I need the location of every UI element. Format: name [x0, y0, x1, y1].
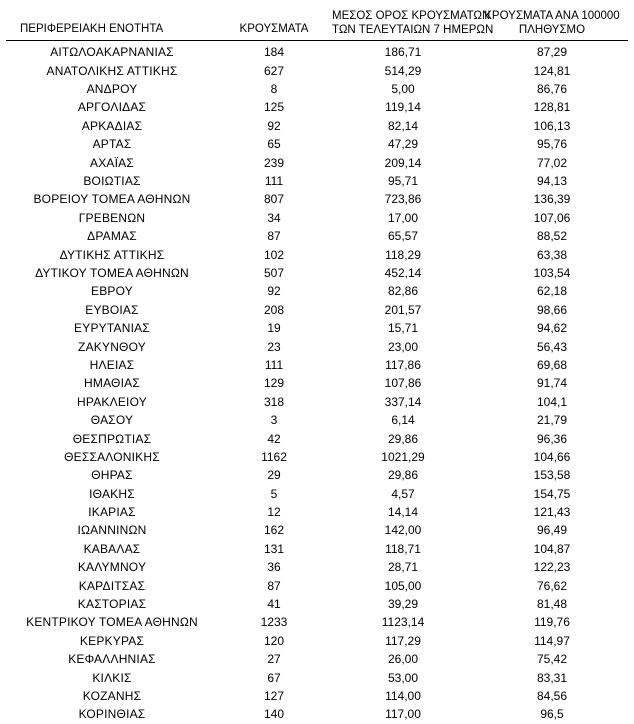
cell-region: ΔΥΤΙΚΟΥ ΤΟΜΕΑ ΑΘΗΝΩΝ [35, 266, 189, 280]
cell-per-100000: 83,31 [536, 670, 568, 685]
cell-weekly-average: 107,86 [384, 376, 422, 391]
table-row [6, 632, 628, 650]
table-row [6, 301, 628, 319]
cell-weekly-average: 39,29 [387, 597, 419, 612]
table-row [6, 613, 628, 631]
cell-region: ΗΡΑΚΛΕΙΟΥ [77, 394, 147, 409]
cell-region: ΘΗΡΑΣ [91, 468, 133, 483]
cell-per-100000: 104,87 [533, 541, 571, 556]
cell-region: ΘΑΣΟΥ [90, 413, 134, 428]
table-row [6, 374, 628, 392]
cell-per-100000: 81,48 [536, 597, 568, 612]
cell-weekly-average: 117,29 [385, 633, 421, 648]
cell-region: ΚΑΒΑΛΑΣ [83, 541, 141, 556]
table-row [6, 595, 628, 613]
cell-cases: 140 [263, 707, 285, 722]
cell-region: ΚΑΛΥΜΝΟΥ [77, 560, 147, 575]
cell-region: ΒΟΙΩΤΙΑΣ [83, 174, 141, 189]
cases-table [6, 10, 628, 724]
cell-per-100000: 104,1 [536, 394, 568, 409]
cell-weekly-average: 117,00 [385, 707, 421, 722]
cell-weekly-average: 1021,29 [381, 449, 425, 464]
cell-weekly-average: 26,00 [387, 652, 419, 667]
cell-per-100000: 98,66 [536, 302, 568, 317]
cell-cases: 19 [267, 321, 281, 336]
column-header-weekly-average [330, 10, 494, 41]
cell-region: ΑΝΑΤΟΛΙΚΗΣ ΑΤΤΙΚΗΣ [46, 63, 178, 78]
cell-per-100000: 86,76 [536, 82, 568, 97]
column-header-cases-line-1: ΚΡΟΥΣΜΑΤΑ [239, 22, 309, 35]
cell-weekly-average: 65,57 [387, 229, 419, 244]
cell-weekly-average: 29,86 [387, 468, 419, 483]
cell-region: ΙΩΑΝΝΙΝΩΝ [77, 523, 147, 538]
cell-weekly-average: 142,00 [384, 523, 422, 538]
cell-per-100000: 153,58 [533, 468, 571, 483]
cell-per-100000: 77,02 [536, 155, 568, 170]
cell-per-100000: 94,13 [536, 174, 568, 189]
cell-cases: 87 [267, 229, 281, 244]
cell-cases: 318 [263, 394, 285, 409]
cell-weekly-average: 82,14 [387, 118, 419, 133]
cell-weekly-average: 118,29 [385, 247, 421, 262]
cell-cases: 184 [263, 45, 285, 60]
column-header-per-100000-line-2: ΠΛΗΘΥΣΜΟ [518, 23, 586, 36]
table-row [6, 356, 628, 374]
cell-weekly-average: 117,86 [385, 357, 421, 372]
cell-cases: 162 [263, 523, 285, 538]
column-header-cases [218, 10, 330, 41]
cell-cases: 34 [267, 210, 281, 225]
cell-weekly-average: 119,14 [385, 100, 421, 115]
cell-cases: 627 [263, 63, 285, 78]
cell-weekly-average: 337,14 [384, 394, 422, 409]
cell-per-100000: 104,66 [533, 449, 571, 464]
table-row [6, 650, 628, 668]
table-row [6, 485, 628, 503]
cell-cases: 1162 [261, 449, 287, 464]
column-header-region-line-1: ΠΕΡΙΦΕΡΕΙΑΚΗ ΕΝΟΤΗΤΑ [20, 22, 164, 35]
cell-per-100000: 96,5 [540, 707, 564, 722]
cell-region: ΙΚΑΡΙΑΣ [88, 505, 136, 520]
cell-weekly-average: 209,14 [384, 155, 422, 170]
cell-region: ΚΕΝΤΡΙΚΟΥ ΤΟΜΕΑ ΑΘΗΝΩΝ [26, 615, 198, 630]
cell-cases: 129 [263, 376, 285, 391]
cell-weekly-average: 82,86 [387, 284, 419, 299]
cell-cases: 23 [267, 339, 281, 354]
table-row [6, 448, 628, 466]
cell-region: ΚΙΛΚΙΣ [92, 670, 132, 685]
cell-cases: 111 [264, 357, 284, 372]
cell-region: ΗΜΑΘΙΑΣ [84, 376, 140, 391]
cell-per-100000: 154,75 [533, 486, 571, 501]
cell-weekly-average: 514,29 [384, 63, 422, 78]
table-row [6, 503, 628, 521]
cell-cases: 67 [267, 670, 281, 685]
cell-region: ΚΟΡΙΝΘΙΑΣ [78, 707, 146, 722]
table-row [6, 668, 628, 686]
table-row [6, 282, 628, 300]
cell-per-100000: 94,62 [536, 321, 568, 336]
cell-per-100000: 84,56 [536, 688, 568, 703]
cell-region: ΘΕΣΠΡΩΤΙΑΣ [72, 431, 152, 446]
cell-per-100000: 136,39 [533, 192, 571, 207]
cell-weekly-average: 118,71 [385, 541, 421, 556]
table-row [6, 209, 628, 227]
cell-region: ΑΝΔΡΟΥ [86, 82, 138, 97]
cell-weekly-average: 723,86 [384, 192, 422, 207]
cell-region: ΔΡΑΜΑΣ [87, 229, 137, 244]
cell-region: ΓΡΕΒΕΝΩΝ [78, 210, 146, 225]
table-row [6, 153, 628, 171]
cell-region: ΚΕΡΚΥΡΑΣ [79, 633, 145, 648]
cell-per-100000: 69,68 [536, 357, 568, 372]
cell-region: ΘΕΣΣΑΛΟΝΙΚΗΣ [64, 449, 160, 464]
table-row [6, 429, 628, 447]
cell-per-100000: 96,49 [536, 523, 568, 538]
cell-region: ΙΘΑΚΗΣ [89, 486, 135, 501]
cell-per-100000: 56,43 [536, 339, 568, 354]
column-header-weekly-average-line-1: ΜΕΣΟΣ ΟΡΟΣ ΚΡΟΥΣΜΑΤΩΝ [332, 10, 491, 22]
cell-weekly-average: 5,00 [391, 82, 415, 97]
cell-region: ΚΑΣΤΟΡΙΑΣ [77, 597, 147, 612]
cell-region: ΚΑΡΔΙΤΣΑΣ [78, 578, 146, 593]
table-row [6, 337, 628, 355]
cell-cases: 41 [267, 597, 281, 612]
table-row [6, 245, 628, 263]
cell-per-100000: 63,38 [536, 247, 568, 262]
cell-per-100000: 91,74 [536, 376, 568, 391]
cell-per-100000: 107,06 [533, 210, 571, 225]
cell-cases: 65 [267, 137, 281, 152]
cell-per-100000: 96,36 [536, 431, 568, 446]
cell-cases: 12 [267, 505, 281, 520]
cell-cases: 36 [267, 560, 281, 575]
cell-region: ΒΟΡΕΙΟΥ ΤΟΜΕΑ ΑΘΗΝΩΝ [33, 192, 191, 207]
cell-region: ΚΕΦΑΛΛΗΝΙΑΣ [68, 652, 156, 667]
cell-cases: 5 [270, 486, 278, 501]
cell-cases: 102 [263, 247, 285, 262]
table-row [6, 411, 628, 429]
cell-cases: 208 [263, 302, 285, 317]
cell-cases: 29 [267, 468, 281, 483]
cell-per-100000: 21,79 [536, 413, 568, 428]
table-row [6, 190, 628, 208]
cell-weekly-average: 15,71 [387, 321, 419, 336]
cell-per-100000: 114,97 [534, 633, 570, 648]
column-header-region [6, 10, 218, 41]
table-row [6, 264, 628, 282]
cell-weekly-average: 53,00 [387, 670, 419, 685]
table-row [6, 466, 628, 484]
cell-per-100000: 103,54 [533, 266, 571, 280]
table-row [6, 41, 628, 62]
cell-weekly-average: 6,14 [391, 413, 415, 428]
cell-cases: 42 [267, 431, 281, 446]
cell-region: ΕΥΒΟΙΑΣ [85, 302, 139, 317]
cell-region: ΑΧΑΪΑΣ [90, 155, 134, 170]
cell-region: ΕΥΡΥΤΑΝΙΑΣ [74, 321, 150, 336]
cell-cases: 3 [270, 413, 278, 428]
cell-weekly-average: 186,71 [384, 45, 422, 60]
cell-weekly-average: 17,00 [387, 210, 419, 225]
table-row [6, 576, 628, 594]
table-row [6, 172, 628, 190]
cell-region: ΔΥΤΙΚΗΣ ΑΤΤΙΚΗΣ [59, 247, 165, 262]
cell-weekly-average: 14,14 [387, 505, 419, 520]
cell-per-100000: 124,81 [533, 63, 571, 78]
table-row [6, 687, 628, 705]
cell-region: ΑΡΤΑΣ [92, 137, 132, 152]
column-header-per-100000 [476, 10, 628, 41]
cell-weekly-average: 452,14 [384, 266, 422, 280]
cell-cases: 125 [263, 100, 285, 115]
table-row [6, 62, 628, 80]
cell-per-100000: 76,62 [536, 578, 568, 593]
cell-cases: 92 [267, 284, 281, 299]
cell-cases: 131 [263, 541, 285, 556]
cell-weekly-average: 114,00 [385, 688, 421, 703]
cell-weekly-average: 105,00 [384, 578, 422, 593]
table-row [6, 705, 628, 723]
cell-region: ΗΛΕΙΑΣ [89, 357, 135, 372]
cell-region: ΑΡΚΑΔΙΑΣ [81, 118, 143, 133]
table-row [6, 558, 628, 576]
cell-region: ΕΒΡΟΥ [91, 284, 133, 299]
cell-cases: 120 [263, 633, 285, 648]
cell-per-100000: 119,76 [534, 615, 570, 630]
table-row [6, 521, 628, 539]
table-body [6, 41, 628, 724]
table-row [6, 540, 628, 558]
cell-cases: 27 [267, 652, 281, 667]
cell-cases: 127 [263, 688, 285, 703]
column-header-per-100000-line-1: ΚΡΟΥΣΜΑΤΑ ΑΝΑ 100000 [484, 10, 620, 22]
cell-weekly-average: 95,71 [387, 174, 419, 189]
cell-cases: 87 [267, 578, 281, 593]
table-row [6, 227, 628, 245]
cell-weekly-average: 201,57 [384, 302, 422, 317]
cell-per-100000: 88,52 [536, 229, 568, 244]
table-row [6, 117, 628, 135]
cell-per-100000: 121,43 [533, 505, 571, 520]
column-header-weekly-average-line-2: ΤΩΝ ΤΕΛΕΥΤΑΙΩΝ 7 ΗΜΕΡΩΝ [332, 23, 494, 36]
cell-weekly-average: 29,86 [387, 431, 419, 446]
cell-region: ΚΟΖΑΝΗΣ [82, 688, 142, 703]
table-row [6, 135, 628, 153]
cell-per-100000: 95,76 [536, 137, 568, 152]
cell-weekly-average: 47,29 [387, 137, 419, 152]
cell-per-100000: 128,81 [533, 100, 571, 115]
cell-region: ΑΡΓΟΛΙΔΑΣ [77, 100, 147, 115]
cell-weekly-average: 1123,14 [381, 615, 425, 630]
cell-cases: 1233 [260, 615, 288, 630]
cell-cases: 807 [263, 192, 285, 207]
cell-per-100000: 87,29 [536, 45, 568, 60]
cell-per-100000: 106,13 [533, 118, 571, 133]
cell-cases: 92 [267, 118, 281, 133]
cell-per-100000: 62,18 [536, 284, 568, 299]
cell-cases: 507 [263, 266, 285, 280]
cell-per-100000: 75,42 [536, 652, 568, 667]
table-row [6, 393, 628, 411]
cell-region: ΖΑΚΥΝΘΟΥ [78, 339, 146, 354]
cell-weekly-average: 28,71 [387, 560, 419, 575]
table-row [6, 80, 628, 98]
table-header [6, 10, 628, 41]
cell-region: ΑΙΤΩΛΟΑΚΑΡΝΑΝΙΑΣ [50, 45, 174, 60]
cell-weekly-average: 4,57 [391, 486, 415, 501]
cell-cases: 8 [270, 82, 278, 97]
cell-cases: 111 [264, 174, 284, 189]
cell-weekly-average: 23,00 [387, 339, 419, 354]
table-row [6, 319, 628, 337]
table-row [6, 98, 628, 116]
cell-per-100000: 122,23 [533, 560, 571, 575]
cell-cases: 239 [263, 155, 285, 170]
